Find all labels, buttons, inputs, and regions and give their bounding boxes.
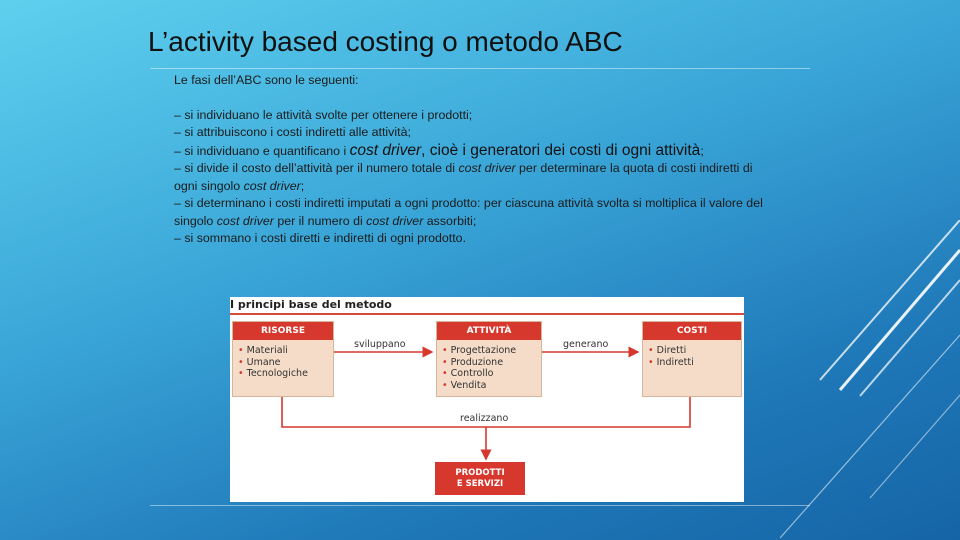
list-item: • Indiretti: [648, 357, 694, 369]
step-2: – si attribuiscono i costi indiretti alle attività;: [174, 125, 411, 139]
step-5-text-2: per il numero di: [273, 213, 367, 228]
prodotti-servizi-box: [435, 462, 525, 495]
costi-box: [642, 321, 742, 397]
step-3: [174, 142, 770, 161]
diagram-title: I principi base del metodo: [230, 298, 392, 311]
step-3-end: ;: [700, 143, 704, 158]
attivita-box: [436, 321, 542, 397]
intro-line: Le fasi dell’ABC sono le seguenti:: [174, 73, 359, 87]
list-item: • Tecnologiche: [238, 368, 308, 380]
risorse-list: [238, 345, 308, 380]
label-realizzano: realizzano: [460, 413, 509, 424]
step-5: [174, 195, 770, 230]
label-generano: generano: [563, 339, 609, 350]
bottom-divider: [150, 505, 810, 506]
list-item: • Materiali: [238, 345, 308, 357]
step-4-text: – si divide il costo dell’attività per il numero totale di: [174, 161, 459, 175]
list-item: • Progettazione: [442, 345, 516, 357]
list-item: • Produzione: [442, 357, 516, 369]
prodotti-line-2: E SERVIZI: [456, 479, 504, 489]
list-item: • Diretti: [648, 345, 694, 357]
costi-list: [648, 345, 694, 368]
abc-diagram: [230, 297, 744, 502]
body-text: [174, 72, 770, 248]
step-4-end: ;: [300, 178, 305, 193]
risorse-box: [232, 321, 334, 397]
step-3-cost-driver: cost driver: [349, 141, 422, 159]
risorse-header: RISORSE: [233, 322, 333, 340]
attivita-header: ATTIVITÀ: [437, 322, 541, 340]
step-5-cost-driver-2: cost driver: [366, 213, 424, 228]
decorative-lines: [780, 220, 960, 540]
list-item: • Umane: [238, 357, 308, 369]
costi-header: COSTI: [643, 322, 741, 340]
step-4-text-2: per determinare la quota di costi indiretti di ogni singolo: [174, 161, 753, 193]
title-divider: [150, 68, 810, 69]
step-3-text: – si individuano e quantificano i: [174, 143, 350, 158]
step-4: [174, 160, 770, 195]
step-4-cost-driver: cost driver: [458, 161, 516, 175]
label-sviluppano: sviluppano: [354, 339, 406, 350]
step-6: – si sommano i costi diretti e indiretti di ogni prodotto.: [174, 231, 467, 245]
step-5-end: assorbiti;: [423, 213, 477, 228]
step-1: – si individuano le attività svolte per ottenere i prodotti;: [174, 107, 473, 122]
slide-title: L’activity based costing o metodo ABC: [148, 26, 623, 57]
step-3-text-large: , cioè i generatori dei costi di ogni attività: [421, 141, 701, 159]
list-item: • Vendita: [442, 380, 516, 392]
attivita-list: [442, 345, 516, 391]
prodotti-line-1: PRODOTTI: [455, 468, 505, 478]
step-5-cost-driver: cost driver: [216, 213, 274, 228]
step-5-text: – si determinano i costi indiretti imputati a ogni prodotto: per ciascuna attività svolta si moltiplica il valore del singolo: [174, 196, 763, 228]
list-item: • Controllo: [442, 368, 516, 380]
step-4-cost-driver-2: cost driver: [243, 178, 301, 193]
